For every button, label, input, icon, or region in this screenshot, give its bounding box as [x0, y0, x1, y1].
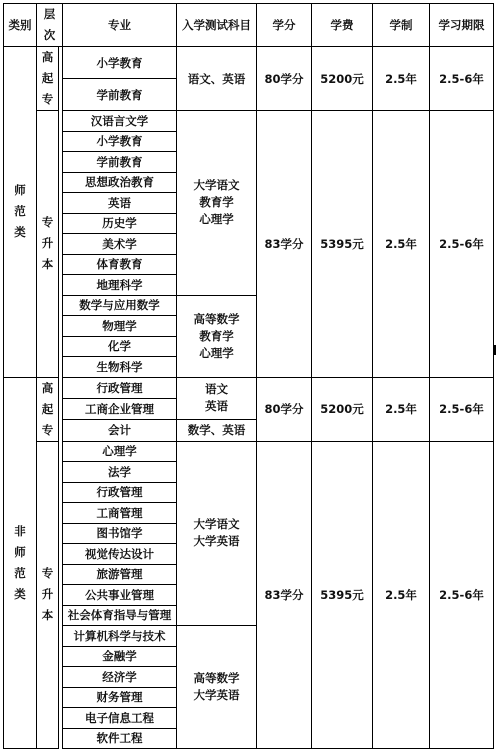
major-cell: 法学	[63, 462, 177, 483]
header-credit: 学分	[257, 4, 312, 47]
header-period: 学习期限	[430, 4, 494, 47]
exam-subject: 高等数学	[193, 311, 240, 326]
exam-subject: 大学英语	[193, 688, 240, 702]
period-teacher-junior: 2.5-6年	[430, 47, 494, 111]
exam-teacher-upgrade-b	[177, 295, 257, 377]
major-cell: 财务管理	[63, 687, 177, 708]
credit-nonteacher-upgrade: 83学分	[257, 441, 312, 749]
exam-subject: 大学英语	[193, 534, 240, 549]
duration-teacher-junior: 2.5年	[373, 47, 430, 111]
exam-subject: 英语	[205, 399, 228, 414]
major-cell: 学前教育	[63, 79, 177, 111]
exam-subject: 心理学	[199, 212, 234, 227]
level-nonteacher-upgrade: 专 升 本	[37, 441, 59, 749]
duration-nonteacher-upgrade: 2.5年	[373, 441, 430, 749]
major-cell: 英语	[63, 193, 177, 214]
major-cell: 汉语言文学	[63, 111, 177, 132]
exam-nonteacher-upgrade-a	[177, 441, 257, 626]
admissions-table	[3, 3, 494, 749]
level-nonteacher-junior: 高 起 专	[37, 377, 59, 441]
fee-nonteacher-upgrade: 5395元	[312, 441, 373, 749]
major-cell: 电子信息工程	[63, 708, 177, 729]
category-nonteacher: 非 师 范 类	[4, 377, 37, 749]
major-cell: 学前教育	[63, 152, 177, 173]
exam-subject: 心理学	[199, 345, 234, 360]
major-cell: 行政管理	[63, 482, 177, 503]
period-teacher-upgrade: 2.5-6年	[430, 111, 494, 378]
exam-subject: 大学语文	[193, 517, 240, 532]
major-cell: 历史学	[63, 213, 177, 234]
header-row	[4, 4, 494, 47]
header-category: 类别	[4, 4, 37, 47]
exam-nonteacher-upgrade-b	[177, 626, 257, 749]
major-cell: 行政管理	[63, 377, 177, 398]
level-teacher-upgrade: 专 升 本	[37, 111, 59, 378]
major-cell: 生物科学	[63, 357, 177, 378]
major-cell: 金融学	[63, 646, 177, 667]
fee-teacher-upgrade: 5395元	[312, 111, 373, 378]
header-duration: 学制	[373, 4, 430, 47]
category-teacher: 师 范 类	[4, 47, 37, 378]
credit-teacher-junior: 80学分	[257, 47, 312, 111]
major-cell: 旅游管理	[63, 564, 177, 585]
period-nonteacher-junior: 2.5-6年	[430, 377, 494, 441]
major-cell: 美术学	[63, 234, 177, 255]
major-cell: 地理科学	[63, 275, 177, 296]
header-fee: 学费	[312, 4, 373, 47]
major-cell: 思想政治教育	[63, 172, 177, 193]
major-cell: 图书馆学	[63, 523, 177, 544]
major-cell: 物理学	[63, 316, 177, 337]
major-cell: 数学与应用数学	[63, 295, 177, 316]
major-cell: 公共事业管理	[63, 585, 177, 606]
major-cell: 工商企业管理	[63, 398, 177, 419]
exam-subject: 高等数学	[193, 671, 240, 685]
exam-subject: 大学语文	[193, 178, 240, 193]
exam-teacher-upgrade-a	[177, 111, 257, 296]
major-cell: 会计	[63, 420, 177, 441]
credit-teacher-upgrade: 83学分	[257, 111, 312, 378]
text-cursor-mark	[494, 345, 496, 355]
major-cell: 视觉传达设计	[63, 544, 177, 565]
duration-nonteacher-junior: 2.5年	[373, 377, 430, 441]
level-teacher-junior: 高 起 专	[37, 47, 59, 111]
exam-subject: 教育学	[199, 328, 234, 343]
major-cell: 经济学	[63, 667, 177, 688]
major-cell: 小学教育	[63, 47, 177, 79]
duration-teacher-upgrade: 2.5年	[373, 111, 430, 378]
header-exam: 入学测试科目	[177, 4, 257, 47]
major-cell: 软件工程	[63, 728, 177, 749]
fee-teacher-junior: 5200元	[312, 47, 373, 111]
major-cell: 小学教育	[63, 131, 177, 152]
period-nonteacher-upgrade: 2.5-6年	[430, 441, 494, 749]
exam-teacher-junior: 语文、英语	[177, 47, 257, 111]
major-cell: 社会体育指导与管理	[63, 605, 177, 626]
header-major: 专业	[63, 4, 177, 47]
exam-subject: 语文	[205, 382, 228, 397]
exam-nonteacher-junior-b: 数学、英语	[177, 420, 257, 441]
major-cell: 心理学	[63, 441, 177, 462]
exam-nonteacher-junior-a	[177, 377, 257, 420]
major-cell: 体育教育	[63, 254, 177, 275]
header-level: 层 次	[37, 4, 63, 47]
major-cell: 工商管理	[63, 503, 177, 524]
major-cell: 化学	[63, 336, 177, 357]
major-cell: 计算机科学与技术	[63, 626, 177, 647]
fee-nonteacher-junior: 5200元	[312, 377, 373, 441]
credit-nonteacher-junior: 80学分	[257, 377, 312, 441]
exam-subject: 教育学	[199, 195, 234, 210]
admissions-table-page	[3, 3, 493, 749]
